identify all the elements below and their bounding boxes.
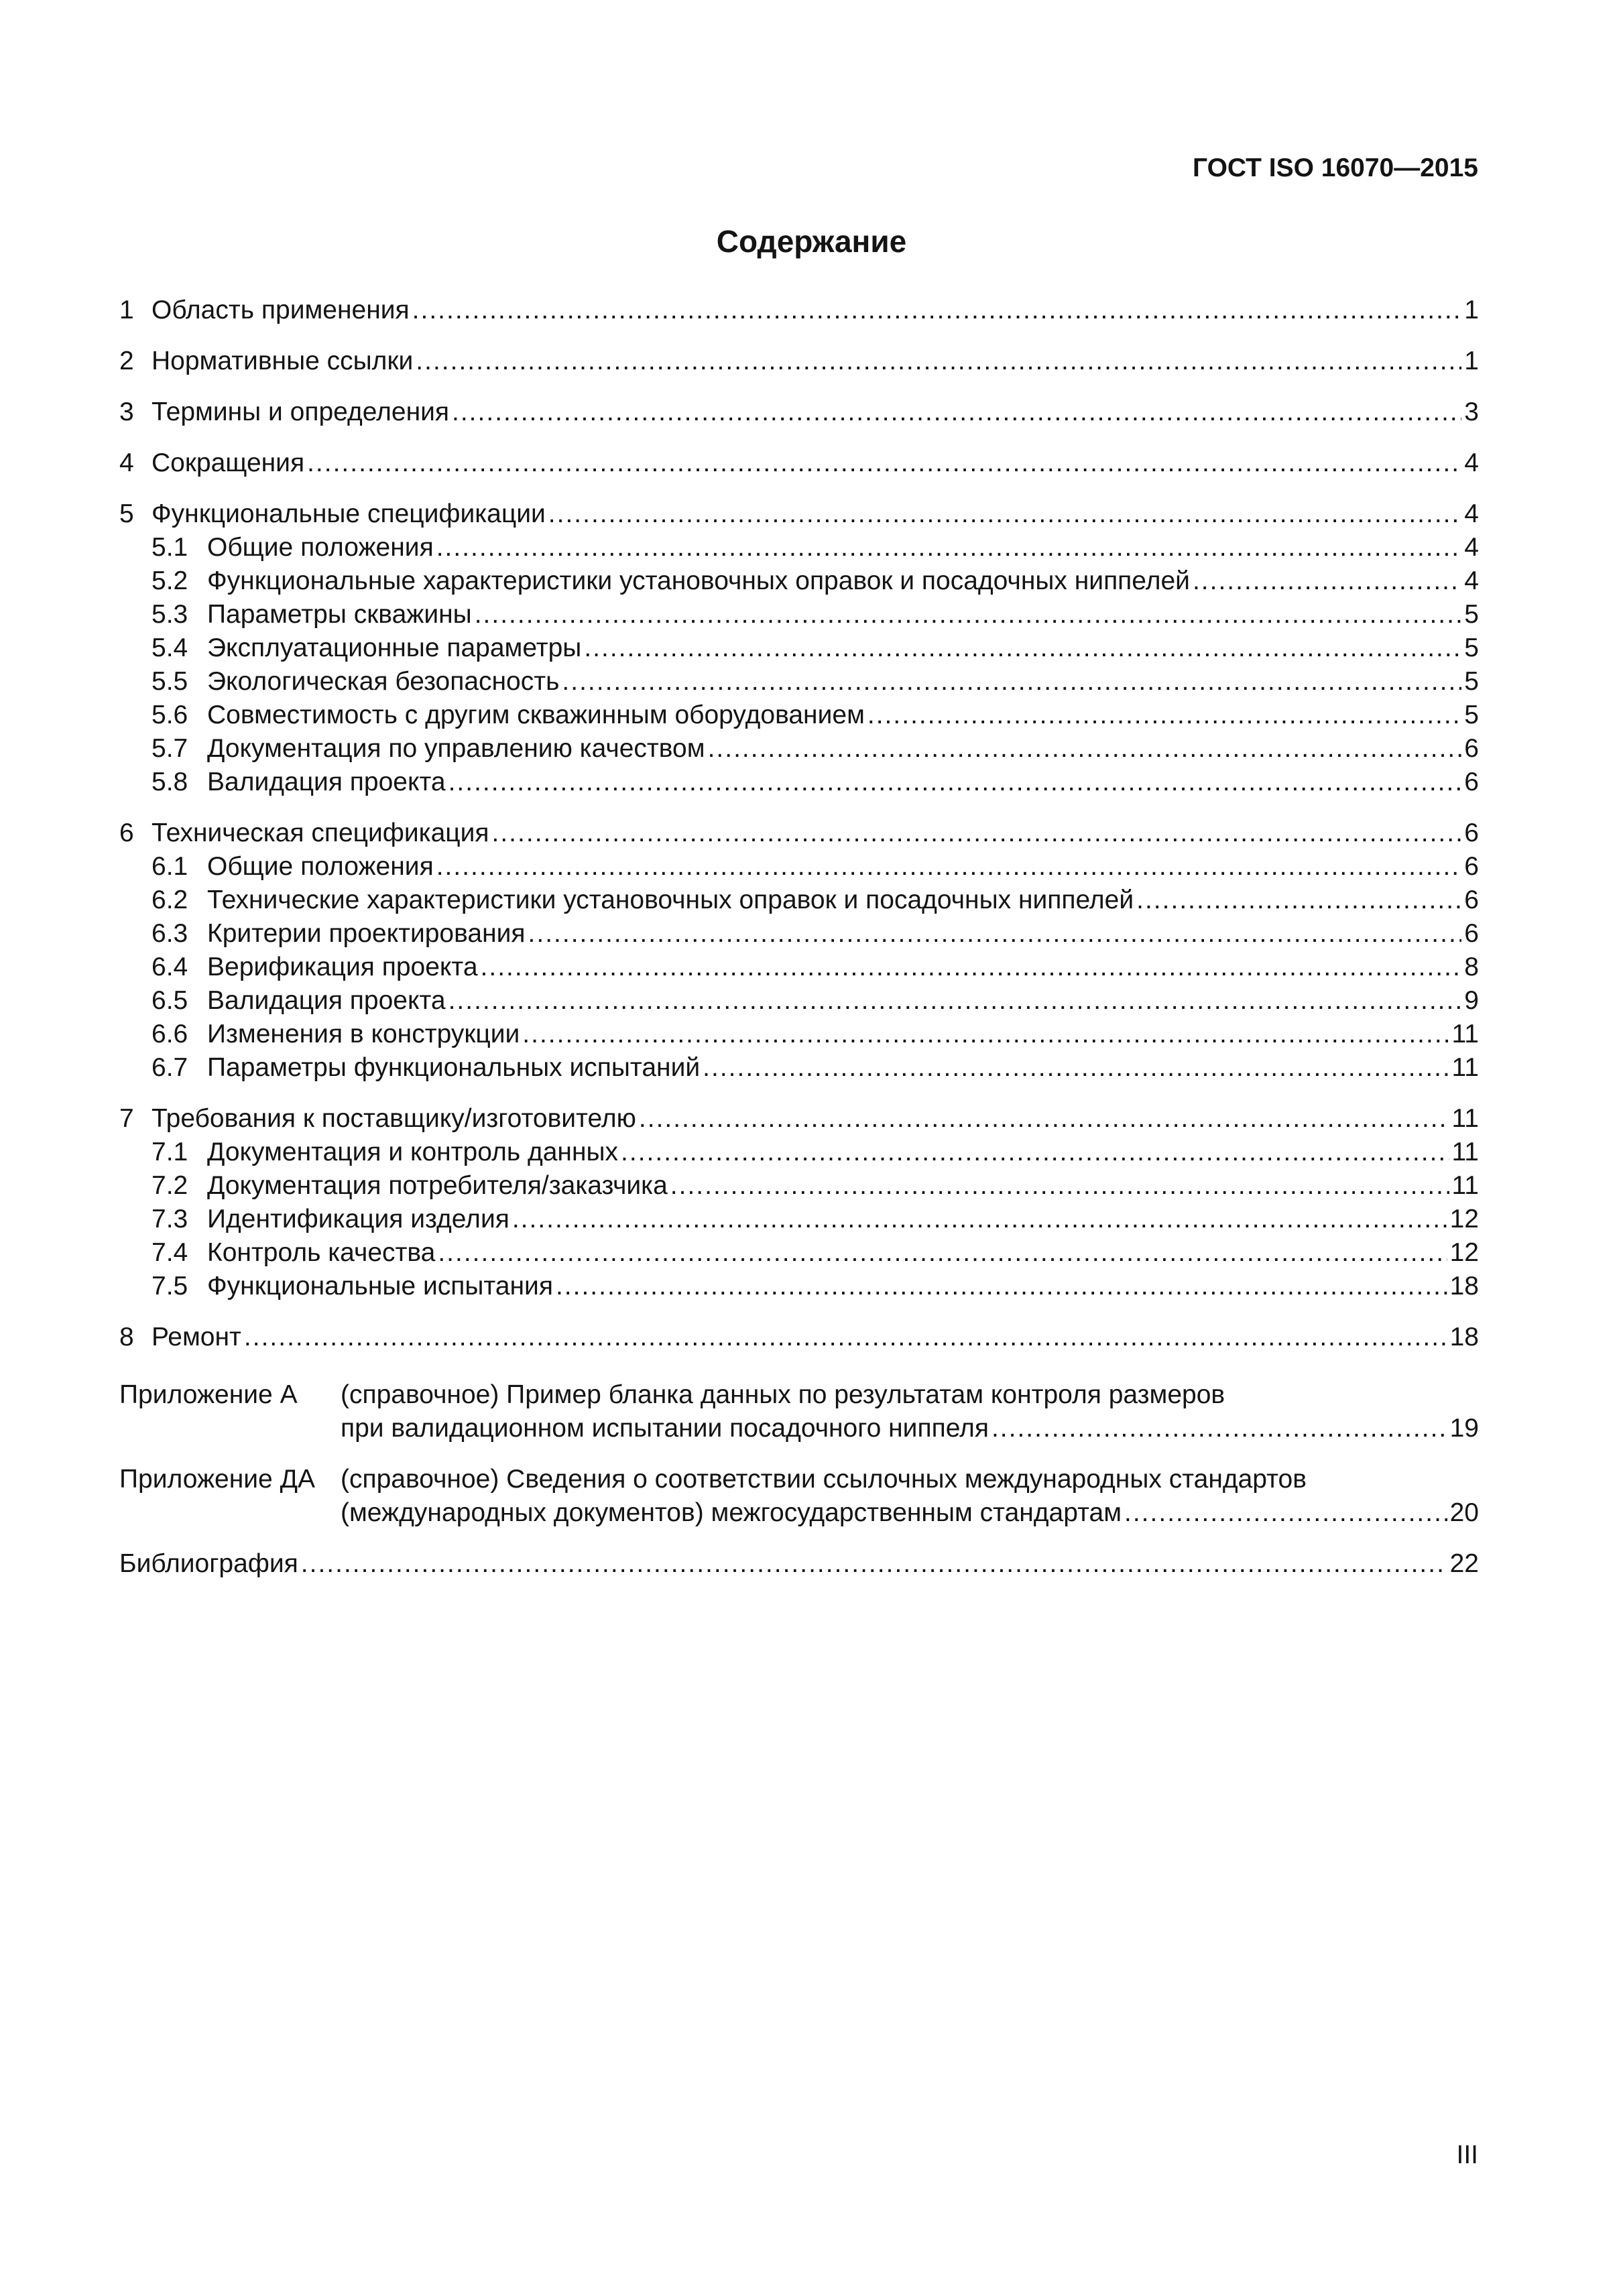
toc-leader xyxy=(448,984,1461,1018)
toc-entry-label: Совместимость с другим скважинным оборудованием xyxy=(207,701,865,729)
toc-entry[interactable] xyxy=(119,699,1479,732)
toc-entry-number: 5.1 xyxy=(152,533,188,562)
toc-entry-number: 7.2 xyxy=(152,1171,188,1200)
toc-entry-number: 7.1 xyxy=(152,1138,188,1166)
toc-entry[interactable] xyxy=(119,345,1479,378)
toc-entry-page: 5 xyxy=(1464,600,1479,629)
toc-appendix-a-line1[interactable] xyxy=(119,1378,1479,1412)
page-title: Содержание xyxy=(716,224,907,259)
toc-entry-label: Ремонт xyxy=(152,1323,241,1351)
toc-entry-number: 7.3 xyxy=(152,1205,188,1233)
toc-leader xyxy=(438,1236,1447,1270)
toc-leader xyxy=(475,598,1461,631)
toc-entry-page: 11 xyxy=(1451,1020,1479,1048)
toc-entry[interactable] xyxy=(119,446,1479,480)
toc-entry-label: Параметры скважины xyxy=(207,600,472,629)
toc-entry-number: 5.6 xyxy=(152,701,188,729)
toc-entry-label: Изменения в конструкции xyxy=(207,1020,520,1048)
toc-leader xyxy=(708,732,1461,766)
toc-leader xyxy=(670,1169,1449,1203)
toc-entry-page: 19 xyxy=(1449,1414,1479,1443)
toc-appendix-title: (справочное) Пример бланка данных по результатам контроля размеров xyxy=(341,1380,1225,1409)
toc-entry-number: 5 xyxy=(119,499,134,528)
toc-entry-page: 11 xyxy=(1451,1053,1479,1082)
toc-entry-number: 2 xyxy=(119,347,134,375)
toc-entry-number: 5.4 xyxy=(152,633,188,662)
toc-entry-number: 4 xyxy=(119,448,134,477)
toc-entry-page: 6 xyxy=(1464,819,1479,847)
toc-leader xyxy=(528,917,1461,951)
toc-entry-label: Сокращения xyxy=(152,448,305,477)
toc-entry-page: 18 xyxy=(1449,1272,1479,1301)
toc-appendix-title-cont: при валидационном испытании посадочного ниппеля xyxy=(341,1414,989,1443)
toc-entry-page: 12 xyxy=(1449,1205,1479,1233)
toc-entry[interactable] xyxy=(119,665,1479,699)
toc-leader xyxy=(562,665,1461,699)
toc-entry-page: 20 xyxy=(1449,1498,1479,1527)
toc-leader xyxy=(301,1547,1447,1581)
toc-entry-page: 22 xyxy=(1449,1549,1479,1578)
toc-entry-page: 11 xyxy=(1451,1171,1479,1200)
toc-entry[interactable] xyxy=(119,1321,1479,1354)
toc-appendix-title-cont: (международных документов) межгосударственным стандартам xyxy=(341,1498,1122,1527)
toc-leader xyxy=(991,1412,1447,1445)
toc-leader xyxy=(548,497,1461,531)
toc-appendix-a-line2[interactable] xyxy=(119,1412,1479,1445)
toc-entry-label: Документация по управлению качеством xyxy=(207,734,705,763)
toc-entry[interactable] xyxy=(119,1136,1479,1169)
toc-entry-page: 18 xyxy=(1449,1323,1479,1351)
toc-entry-label: Функциональные испытания xyxy=(207,1272,553,1301)
toc-appendix-da-line1[interactable] xyxy=(119,1463,1479,1496)
toc-entry-page: 4 xyxy=(1464,566,1479,595)
toc-entry-number: 6 xyxy=(119,819,134,847)
toc-entry[interactable] xyxy=(119,497,1479,531)
document-code: ГОСТ ISO 16070—2015 xyxy=(1192,154,1478,182)
toc-entry-page: 6 xyxy=(1464,886,1479,914)
toc-entry[interactable] xyxy=(119,1236,1479,1270)
toc-entry[interactable] xyxy=(119,732,1479,766)
toc-entry-page: 4 xyxy=(1464,448,1479,477)
toc-entry-page: 11 xyxy=(1451,1138,1479,1166)
toc-entry-page: 4 xyxy=(1464,533,1479,562)
toc-entry[interactable] xyxy=(119,1051,1479,1085)
toc-leader xyxy=(307,446,1461,480)
toc-appendix-label: Приложение ДА xyxy=(119,1465,316,1494)
toc-entry-page: 5 xyxy=(1464,633,1479,662)
toc-entry[interactable] xyxy=(119,984,1479,1018)
toc-entry-label: Контроль качества xyxy=(207,1238,436,1267)
toc-entry-number: 6.3 xyxy=(152,919,188,948)
toc-entry-number: 1 xyxy=(119,296,134,324)
toc-leader xyxy=(639,1102,1449,1136)
toc-entry[interactable] xyxy=(119,396,1479,429)
toc-entry-label: Валидация проекта xyxy=(207,768,446,796)
toc-entry-number: 7.5 xyxy=(152,1272,188,1301)
toc-entry-label: Техническая спецификация xyxy=(152,819,489,847)
toc-entry-label: Технические характеристики установочных оправок и посадочных ниппелей xyxy=(207,886,1134,914)
toc-leader xyxy=(492,817,1461,850)
toc-leader xyxy=(522,1018,1449,1051)
toc-entry-number: 7 xyxy=(119,1104,134,1133)
toc-entry-label: Библиография xyxy=(119,1549,298,1578)
toc-entry[interactable] xyxy=(119,1102,1479,1136)
toc-leader xyxy=(584,631,1461,665)
toc-entry-label: Термины и определения xyxy=(152,398,450,426)
toc-entry-label: Верификация проекта xyxy=(207,953,478,981)
toc-leader xyxy=(867,699,1461,732)
toc-entry-label: Идентификация изделия xyxy=(207,1205,509,1233)
toc-entry-number: 5.5 xyxy=(152,667,188,696)
toc-entry-page: 3 xyxy=(1464,398,1479,426)
toc-leader xyxy=(416,345,1461,378)
page-number: III xyxy=(1456,2140,1478,2169)
toc-entry[interactable] xyxy=(119,1018,1479,1051)
toc-leader xyxy=(1136,884,1461,917)
toc-leader xyxy=(1193,564,1461,598)
toc-entry-page: 6 xyxy=(1464,768,1479,796)
toc-entry[interactable] xyxy=(119,631,1479,665)
toc-entry-number: 6.4 xyxy=(152,953,188,981)
toc-leader xyxy=(556,1270,1447,1303)
toc-entry-label: Экологическая безопасность xyxy=(207,667,560,696)
toc-entry-number: 8 xyxy=(119,1323,134,1351)
toc-entry-number: 5.2 xyxy=(152,566,188,595)
toc-entry[interactable] xyxy=(119,766,1479,799)
toc-leader xyxy=(436,531,1461,564)
toc-appendix-title: (справочное) Сведения о соответствии ссылочных международных стандартов xyxy=(341,1465,1307,1494)
toc-entry-label: Общие положения xyxy=(207,533,434,562)
toc-entry-page: 6 xyxy=(1464,919,1479,948)
toc-entry-page: 9 xyxy=(1464,986,1479,1015)
toc-leader xyxy=(512,1203,1447,1236)
toc-leader xyxy=(244,1321,1447,1354)
toc-entry-label: Документация потребителя/заказчика xyxy=(207,1171,668,1200)
toc-entry-page: 11 xyxy=(1451,1104,1479,1133)
toc-entry-page: 1 xyxy=(1464,347,1479,375)
toc-entry-label: Критерии проектирования xyxy=(207,919,526,948)
toc-leader xyxy=(621,1136,1449,1169)
toc-entry-page: 8 xyxy=(1464,953,1479,981)
toc-entry-page: 4 xyxy=(1464,499,1479,528)
toc-entry-number: 6.2 xyxy=(152,886,188,914)
toc-entry[interactable] xyxy=(119,850,1479,884)
toc-entry-number: 5.7 xyxy=(152,734,188,763)
table-of-contents xyxy=(119,0,1479,2296)
toc-entry-page: 1 xyxy=(1464,296,1479,324)
toc-bibliography[interactable] xyxy=(119,1547,1479,1581)
toc-entry-label: Требования к поставщику/изготовителю xyxy=(152,1104,636,1133)
toc-entry-page: 12 xyxy=(1449,1238,1479,1267)
toc-entry-page: 6 xyxy=(1464,852,1479,881)
toc-leader xyxy=(703,1051,1449,1085)
toc-entry-page: 5 xyxy=(1464,667,1479,696)
toc-entry-label: Документация и контроль данных xyxy=(207,1138,619,1166)
toc-appendix-label: Приложение А xyxy=(119,1380,298,1409)
toc-entry[interactable] xyxy=(119,1203,1479,1236)
toc-entry-number: 5.3 xyxy=(152,600,188,629)
toc-entry[interactable] xyxy=(119,598,1479,631)
toc-entry-page: 5 xyxy=(1464,701,1479,729)
toc-entry-number: 6.7 xyxy=(152,1053,188,1082)
toc-entry-number: 6.6 xyxy=(152,1020,188,1048)
toc-entry[interactable] xyxy=(119,531,1479,564)
toc-entry-label: Область применения xyxy=(152,296,410,324)
toc-entry-label: Функциональные характеристики установочных оправок и посадочных ниппелей xyxy=(207,566,1190,595)
toc-entry-label: Нормативные ссылки xyxy=(152,347,414,375)
toc-entry-page: 6 xyxy=(1464,734,1479,763)
toc-entry[interactable] xyxy=(119,294,1479,327)
toc-entry-number: 7.4 xyxy=(152,1238,188,1267)
toc-leader xyxy=(412,294,1461,327)
toc-entry[interactable] xyxy=(119,1270,1479,1303)
toc-entry-number: 3 xyxy=(119,398,134,426)
toc-leader xyxy=(436,850,1461,884)
toc-entry[interactable] xyxy=(119,917,1479,951)
toc-entry-label: Общие положения xyxy=(207,852,434,881)
toc-entry[interactable] xyxy=(119,564,1479,598)
toc-entry[interactable] xyxy=(119,1169,1479,1203)
toc-entry-label: Параметры функциональных испытаний xyxy=(207,1053,701,1082)
toc-entry[interactable] xyxy=(119,884,1479,917)
toc-entry-label: Функциональные спецификации xyxy=(152,499,546,528)
toc-entry-number: 6.5 xyxy=(152,986,188,1015)
toc-entry-label: Эксплуатационные параметры xyxy=(207,633,582,662)
toc-entry[interactable] xyxy=(119,951,1479,984)
toc-leader xyxy=(481,951,1461,984)
toc-leader xyxy=(452,396,1461,429)
toc-leader xyxy=(448,766,1461,799)
toc-entry-label: Валидация проекта xyxy=(207,986,446,1015)
toc-entry-number: 5.8 xyxy=(152,768,188,796)
toc-entry[interactable] xyxy=(119,817,1479,850)
toc-appendix-da-line2[interactable] xyxy=(119,1496,1479,1530)
toc-leader xyxy=(1124,1496,1447,1530)
toc-entry-number: 6.1 xyxy=(152,852,188,881)
